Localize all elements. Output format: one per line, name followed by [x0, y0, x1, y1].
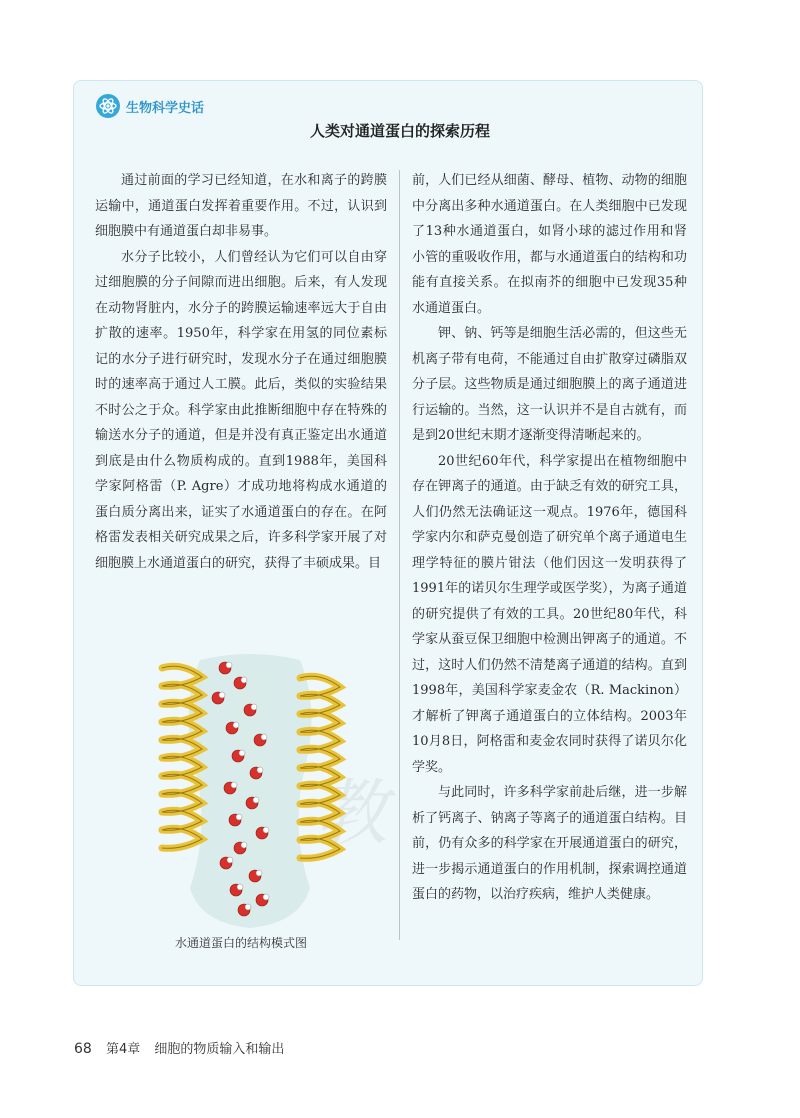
column-divider — [399, 170, 400, 940]
paragraph: 通过前面的学习已经知道，在水和离子的跨膜运输中，通道蛋白发挥着重要作用。不过，认识到细胞膜中有通道蛋白却非易事。 — [95, 173, 387, 239]
watermark: 教 — [315, 771, 388, 855]
chapter-title: 细胞的物质输入和输出 — [154, 1042, 285, 1057]
page-footer — [74, 1038, 284, 1057]
left-column — [95, 168, 387, 576]
figure-caption: 水通道蛋白的结构模式图 — [174, 936, 307, 950]
paragraph: 20世纪60年代，科学家提出在植物细胞中存在钾离子的通道。由于缺乏有效的研究工具，人们仍然无法确证这一观点。1976年，德国科学家内尔和萨克曼创造了研究单个离子通道电生理学特征的膜片钳法（他们因这一发明获得了1991年的诺贝尔生理学或医学奖），为离子通道的研究提供了有效的工具。20世纪80年代，科学家从蚕豆保卫细胞中检测出钾离子的通道。不过，这时人们仍然不清楚离子通道的结构。直到1998年，美国科学家麦金农（R. Mackinon）才解析了钾离子通道蛋白的立体结构。2003年10月8日，阿格雷和麦金农同时获得了诺贝尔化学奖。 — [412, 453, 687, 775]
paragraph: 钾、钠、钙等是细胞生活必需的，但这些无机离子带有电荷，不能通过自由扩散穿过磷脂双分子层。这些物质是通过细胞膜上的离子通道进行运输的。当然，这一认识并不是自古就有，而是到20世纪末期才逐渐变得清晰起来的。 — [412, 326, 687, 443]
page-number: 68 — [74, 1041, 92, 1057]
section-label: 生物科学史话 — [126, 100, 205, 116]
chapter-number: 第4章 — [105, 1042, 141, 1057]
right-column — [412, 168, 687, 908]
paragraph: 前，人们已经从细菌、酵母、植物、动物的细胞中分离出多种水通道蛋白。在人类细胞中已发现了13种水通道蛋白，如肾小球的滤过作用和肾小管的重吸收作用，都与水通道蛋白的结构和功能有直接关系。在拟南芥的细胞中已发现35种水通道蛋白。 — [412, 173, 687, 316]
paragraph: 水分子比较小，人们曾经认为它们可以自由穿过细胞膜的分子间隙而进出细胞。后来，有人发现在动物肾脏内，水分子的跨膜运输速率远大于自由扩散的速率。1950年，科学家在用氢的同位素标记的水分子进行研究时，发现水分子在通过细胞膜时的速率高于通过人工膜。此后，类似的实验结果不时公之于众。科学家由此推断细胞中存在特殊的输送水分子的通道，但是并没有真正鉴定出水通道到底是由什么物质构成的。直到1988年，美国科学家阿格雷（P. Agre）才成功地将构成水通道的蛋白质分离出来，证实了水通道蛋白的存在。在阿格雷发表相关研究成果之后，许多科学家开展了对细胞膜上水通道蛋白的研究，获得了丰硕成果。目 — [95, 249, 387, 571]
page-title: 人类对通道蛋白的探索历程 — [309, 122, 490, 140]
atom-icon — [96, 94, 120, 118]
paragraph: 与此同时，许多科学家前赴后继，进一步解析了钙离子、钠离子等离子的通道蛋白结构。目前，仍有众多的科学家在开展通道蛋白的研究，进一步揭示通道蛋白的作用机制，探索调控通道蛋白的药物，以治疗疾病，维护人类健康。 — [412, 785, 687, 902]
aquaporin-structure-illustration — [140, 648, 360, 930]
section-badge — [96, 94, 204, 118]
